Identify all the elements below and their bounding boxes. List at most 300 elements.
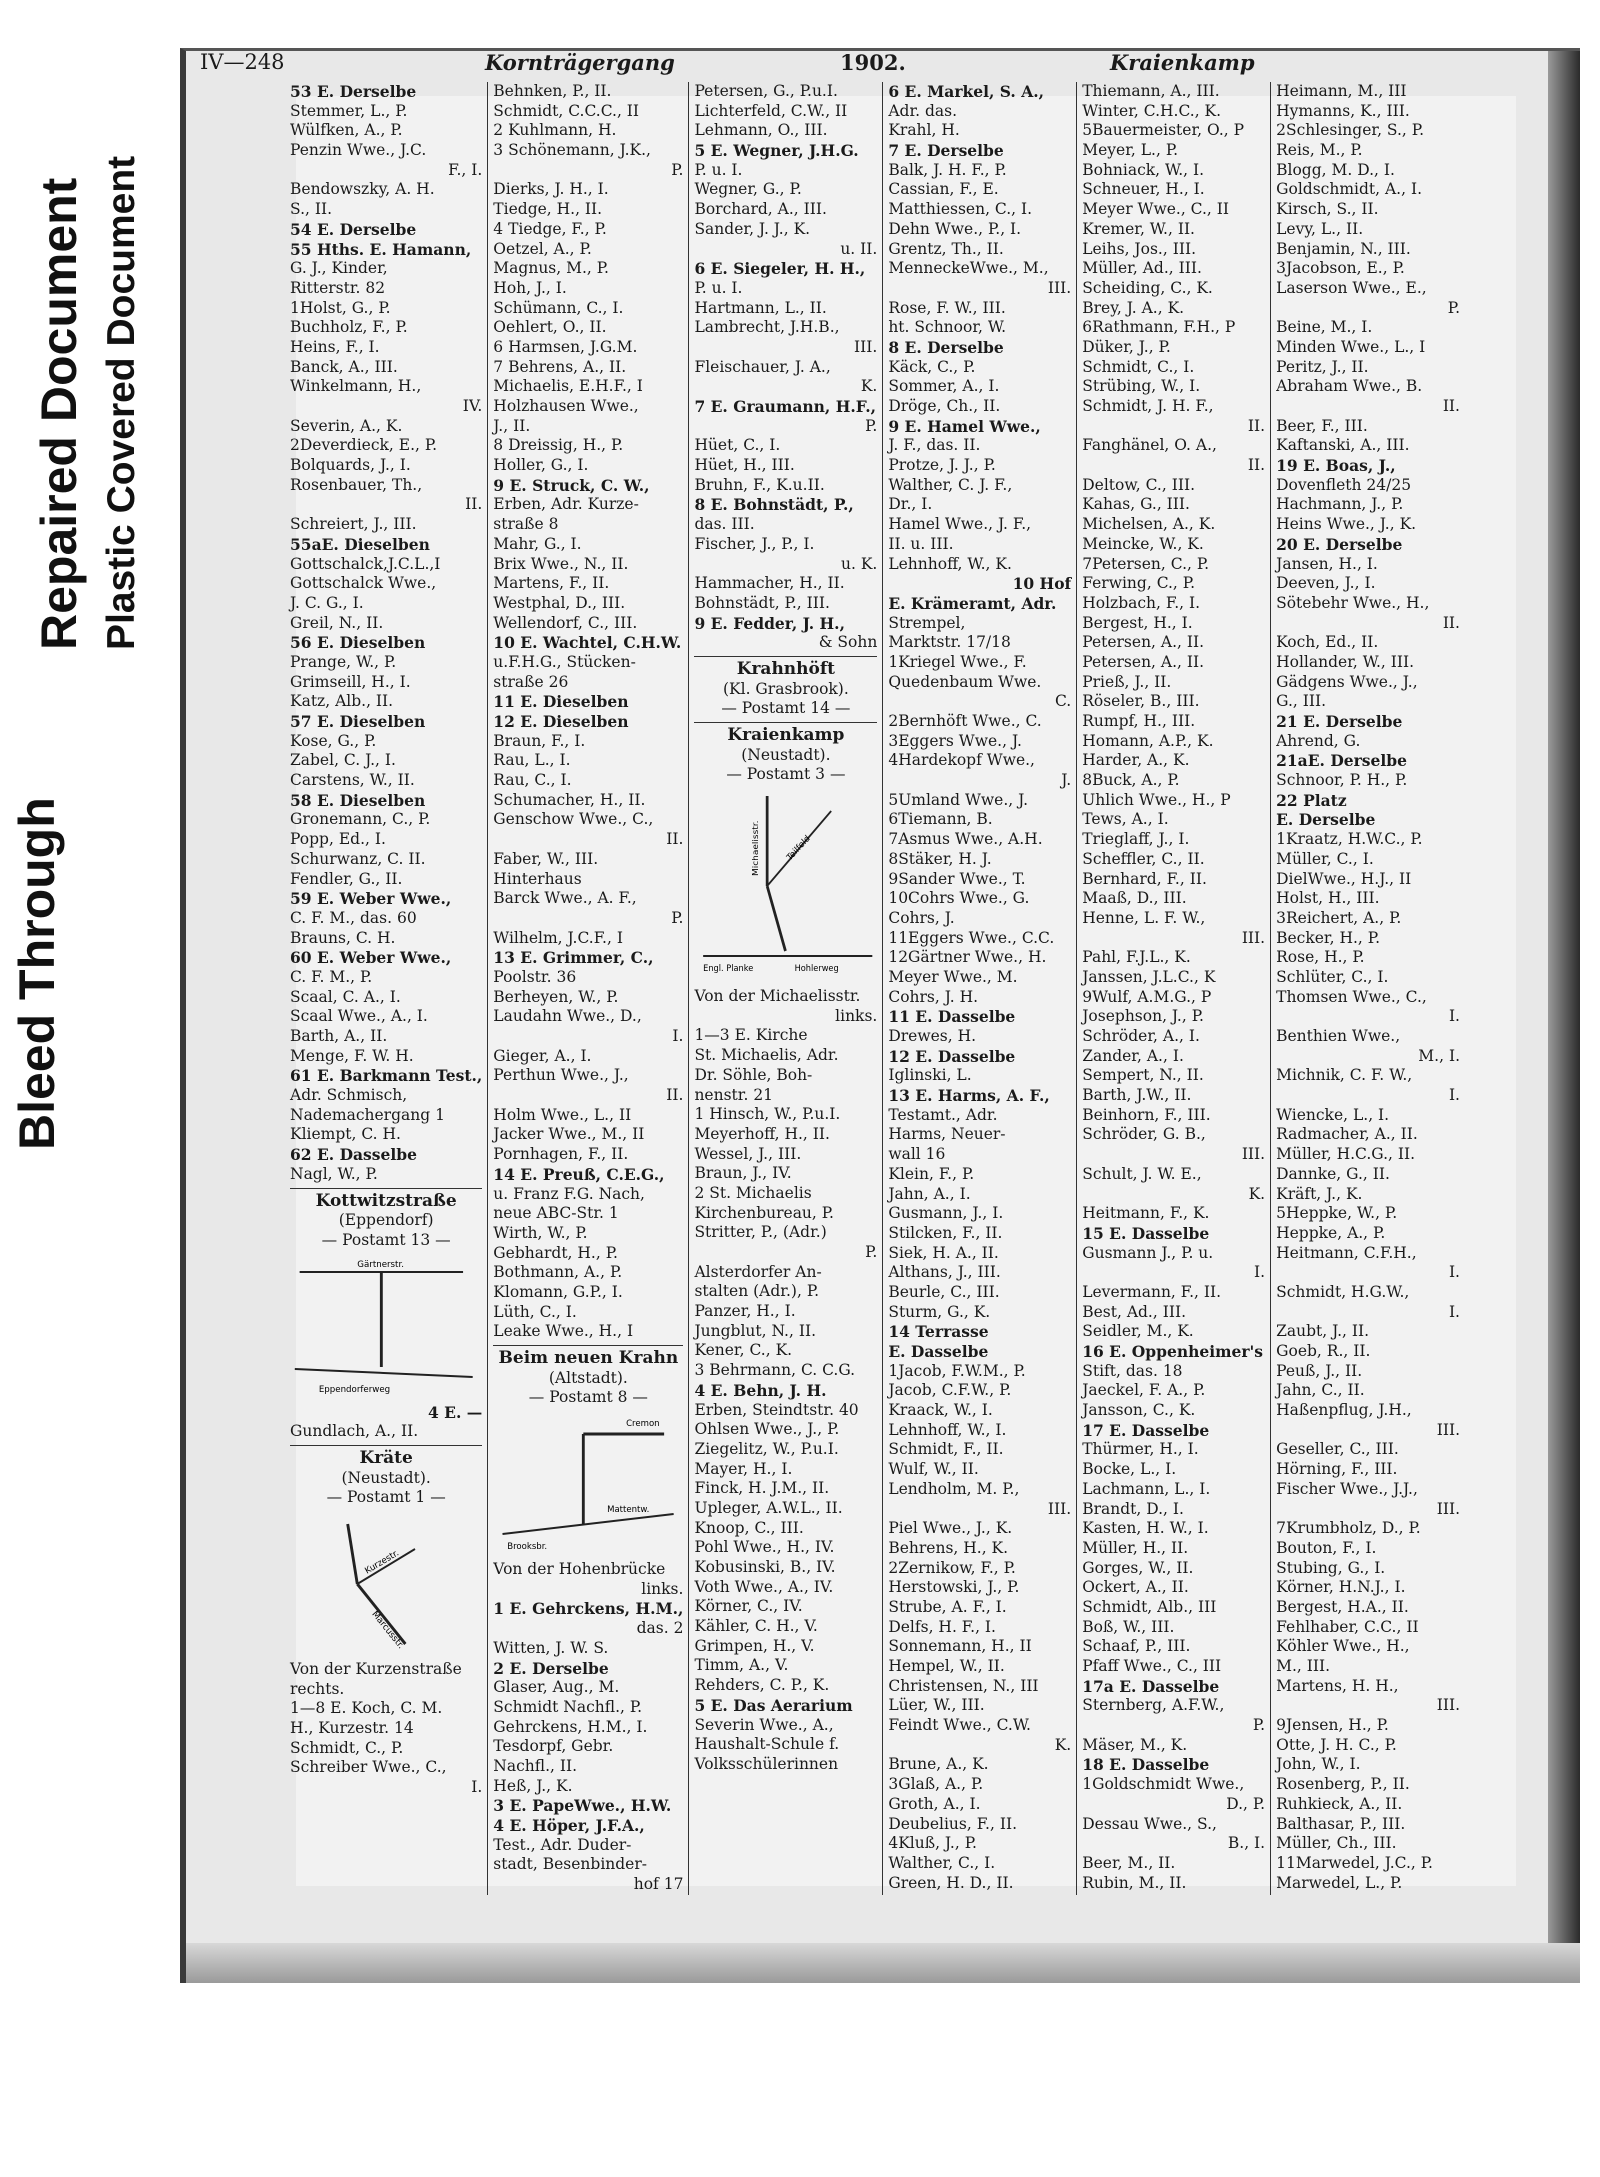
directory-entry: Stilcken, F., II. [888, 1223, 1003, 1242]
directory-entry: Scheffler, C., II. [1082, 849, 1205, 868]
directory-entry: Müller, Ch., III. [1276, 1834, 1397, 1853]
directory-entry: II. u. III. [888, 534, 954, 553]
directory-entry: Drewes, H. [888, 1027, 977, 1045]
directory-entry: P. [865, 1243, 878, 1262]
directory-entry: Hörning, F., III. [1276, 1460, 1398, 1479]
directory-entry: Janssen, J.L.C., K [1082, 967, 1216, 986]
directory-entry: Von der Michaelisstr. [694, 987, 861, 1006]
directory-entry: Wirth, W., P. [493, 1223, 588, 1242]
directory-entry: K. [1054, 1735, 1072, 1754]
directory-entry: Erben, Steindtstr. 40 [694, 1400, 859, 1419]
directory-entry: II. [1247, 416, 1266, 435]
directory-entry: Grimpen, H., V. [694, 1636, 815, 1655]
column-2 [488, 82, 689, 1895]
directory-entry: 4Kluß, J., P. [888, 1834, 977, 1853]
directory-entry: Dovenfleth 24/25 [1276, 475, 1412, 494]
directory-entry: Schröder, A., I. [1082, 1027, 1200, 1045]
directory-entry: 13 E. Harms, A. F., [888, 1086, 1050, 1106]
directory-entry: Schmidt Nachfl., P. [493, 1697, 643, 1716]
directory-entry: B., I. [1227, 1834, 1266, 1853]
directory-entry: 17a E. Dasselbe [1082, 1676, 1220, 1696]
directory-entry: III. [1241, 1145, 1266, 1164]
directory-entry: stadt, Besenbinder- [493, 1855, 648, 1874]
directory-entry: Wessel, J., III. [694, 1144, 802, 1163]
directory-entry: 10Cohrs Wwe., G. [888, 889, 1030, 908]
directory-entry: 9Jensen, H., P. [1276, 1716, 1389, 1735]
directory-entry: Pohl Wwe., H., IV. [694, 1538, 835, 1557]
directory-entry: Matthiessen, C., I. [888, 200, 1033, 219]
directory-entry: Dierks, J. H., I. [493, 180, 609, 199]
directory-entry: Gottschalck,J.C.L.,I [290, 554, 441, 573]
column-3-entries [694, 82, 877, 653]
map-label: Gärtnerstr. [357, 1259, 404, 1270]
directory-entry: 19 E. Boas, J., [1276, 456, 1396, 476]
directory-entry: Strübing, W., I. [1082, 377, 1201, 396]
directory-entry: 5Bauermeister, O., P [1082, 121, 1245, 140]
directory-entry: Holst, H., III. [1276, 889, 1380, 908]
directory-entry: u. Franz F.G. Nach, [493, 1184, 645, 1203]
directory-entry: Fischer, J., P., I. [694, 534, 815, 553]
directory-entry: Cohrs, J. [888, 908, 955, 927]
directory-entry: 6 E. Markel, S. A., [888, 82, 1045, 101]
directory-entry: Mayer, H., I. [694, 1459, 793, 1478]
directory-entry: Bolquards, J., I. [290, 456, 411, 475]
directory-entry: Bruhn, F., K.u.II. [694, 475, 825, 494]
directory-entry: Braun, J., IV. [694, 1164, 792, 1183]
directory-entry: Carstens, W., II. [290, 771, 415, 790]
scan-right-edge [1548, 51, 1580, 1983]
directory-entry: Wülfken, A., P. [290, 121, 403, 140]
directory-entry: Michaelis, E.H.F., I [493, 377, 643, 396]
directory-entry: Rau, L., I. [493, 751, 571, 770]
directory-entry: Fehlhaber, C.C., II [1276, 1617, 1419, 1636]
directory-entry: Schneuer, H., I. [1082, 180, 1205, 199]
directory-entry: Benjamin, N., III. [1276, 239, 1411, 258]
directory-entry: 62 E. Dasselbe [290, 1145, 417, 1165]
directory-entry: Kasten, H. W., I. [1082, 1519, 1209, 1538]
directory-entry: 12Gärtner Wwe., H. [888, 948, 1047, 967]
directory-entry: II. [465, 495, 483, 514]
directory-entry: 7 E. Derselbe [888, 141, 1004, 161]
directory-entry: 55aE. Dieselben [290, 534, 430, 554]
directory-entry: 11 E. Dasselbe [888, 1007, 1016, 1027]
directory-entry: Wegner, G., P. [694, 180, 802, 199]
directory-entry: das. 2 [636, 1619, 684, 1638]
street-title-krahn: Beim neuen Krahn [498, 1348, 679, 1368]
directory-entry: Stubing, G., I. [1276, 1558, 1386, 1577]
directory-entry: H., Kurzestr. 14 [290, 1719, 414, 1738]
directory-entry: Behnken, P., II. [493, 82, 612, 100]
directory-entry: Lambrecht, J.H.B., [694, 318, 840, 337]
directory-entry: Knoop, C., III. [694, 1518, 804, 1537]
directory-entry: III. [1436, 1420, 1460, 1439]
directory-entry: Peuß, J., II. [1276, 1361, 1363, 1380]
directory-entry: Holm Wwe., L., II [493, 1105, 632, 1124]
map-street-line [348, 1524, 358, 1584]
directory-entry: Heppke, A., P. [1276, 1223, 1386, 1242]
directory-entry: Ritterstr. 82 [290, 278, 386, 297]
directory-entry: Marwedel, L., P. [1276, 1873, 1403, 1892]
directory-entry: hof 17 [633, 1875, 684, 1894]
map-label: Kurzestr. [363, 1548, 401, 1577]
column-1-entries [290, 82, 482, 1185]
directory-entry: III. [1047, 1499, 1072, 1518]
directory-entry: Testamt., Adr. [888, 1105, 998, 1124]
directory-entry: 8Stäker, H. J. [888, 849, 992, 868]
directory-entry: Popp, Ed., I. [290, 830, 386, 849]
directory-entry: 5Umland Wwe., J. [888, 790, 1029, 809]
directory-entry: III. [854, 337, 878, 356]
directory-entry: 18 E. Dasselbe [1082, 1755, 1210, 1775]
directory-entry: 2Bernhöft Wwe., C. [888, 712, 1042, 730]
directory-entry: Laserson Wwe., E., [1276, 278, 1427, 297]
directory-entry: Levy, L., II. [1276, 219, 1364, 238]
directory-entry: Jacob, C.F.W., P. [888, 1381, 1012, 1400]
directory-entry: Iglinski, L. [888, 1066, 972, 1085]
directory-entry: Rose, F. W., III. [888, 298, 1006, 317]
directory-entry: Meyer Wwe., M. [888, 967, 1018, 986]
directory-entry: Fischer Wwe., J.J., [1276, 1479, 1418, 1498]
rule [290, 1445, 482, 1446]
directory-entry: 2 E. Derselbe [493, 1658, 609, 1678]
directory-entry: Sötebehr Wwe., H., [1276, 593, 1430, 612]
directory-entry: 6Rathmann, F.H., P [1082, 318, 1236, 337]
directory-entry: 11Eggers Wwe., C.C. [888, 928, 1055, 947]
directory-columns [285, 82, 1465, 1894]
directory-entry: P. [671, 160, 684, 179]
directory-entry: Hammacher, H., II. [694, 574, 845, 593]
directory-entry: rechts. [290, 1679, 345, 1698]
directory-entry: Deeven, J., I. [1276, 574, 1376, 593]
directory-entry: Borchard, A., III. [694, 200, 827, 219]
directory-entry: 10 E. Wachtel, C.H.W. [493, 633, 682, 653]
directory-entry: wall 16 [888, 1145, 946, 1164]
directory-entry: Ohlsen Wwe., J., P. [694, 1420, 840, 1439]
directory-entry: Adr. Schmisch, [290, 1086, 408, 1105]
directory-entry: Cohrs, J. H. [888, 987, 979, 1006]
directory-entry: straße 8 [493, 515, 559, 534]
directory-entry: 58 E. Dieselben [290, 790, 426, 810]
directory-entry: Dröge, Ch., II. [888, 397, 1001, 415]
directory-entry: Meyerhoff, H., II. [694, 1124, 830, 1143]
directory-entry: Faber, W., III. [493, 849, 599, 868]
directory-entry: Deltow, C., III. [1082, 475, 1196, 494]
directory-entry: Schmidt, J. H. F., [1082, 397, 1214, 415]
directory-entry: Schümann, C., I. [493, 298, 624, 317]
directory-entry: Jansen, H., I. [1276, 554, 1378, 573]
krahn-map-svg [493, 1414, 683, 1554]
directory-entry: 5Heppke, W., P. [1276, 1204, 1398, 1223]
directory-entry: I. [1448, 1086, 1460, 1105]
directory-entry: Tiedge, H., II. [493, 200, 603, 219]
directory-entry: Heß, J., K. [493, 1776, 573, 1795]
directory-entry: 1Jacob, F.W.M., P. [888, 1361, 1026, 1380]
directory-entry: C. F. M., P. [290, 967, 373, 986]
column-5 [1077, 82, 1271, 1895]
directory-entry: Kirchenbureau, P. [694, 1203, 834, 1222]
directory-entry: Kräft, J., K. [1276, 1184, 1363, 1203]
directory-entry: III. [1436, 1696, 1460, 1715]
directory-entry: Josephson, J., P. [1082, 1007, 1204, 1026]
directory-entry: 8 Dreissig, H., P. [493, 436, 624, 455]
directory-entry: Hollander, W., III. [1276, 652, 1415, 671]
directory-entry: Balk, J. H. F., P. [888, 160, 1007, 179]
directory-entry: 53 E. Derselbe [290, 82, 417, 101]
directory-entry: I. [471, 1778, 483, 1797]
directory-entry: Dehn Wwe., P., I. [888, 219, 1022, 238]
directory-entry: Schult, J. W. E., [1082, 1164, 1202, 1183]
directory-entry: 4Hardekopf Wwe., [888, 751, 1035, 770]
directory-entry: links. [641, 1579, 684, 1598]
directory-entry: 17 E. Dasselbe [1082, 1420, 1210, 1440]
directory-entry: Brune, A., K. [888, 1755, 989, 1774]
postamt: — Postamt 13 — [321, 1230, 451, 1249]
rule [694, 722, 877, 723]
directory-entry: Upleger, A.W.L., II. [694, 1498, 843, 1517]
directory-entry: I. [1448, 1302, 1460, 1321]
left-running-title: Kornträgergang [485, 50, 675, 75]
directory-entry: 2 St. Michaelis [694, 1183, 812, 1202]
directory-entry: Sternberg, A.F.W., [1082, 1696, 1225, 1715]
directory-entry: Oetzel, A., P. [493, 239, 592, 258]
directory-entry: Piel Wwe., J., K. [888, 1519, 1013, 1538]
directory-entry: 1Kraatz, H.W.C., P. [1276, 830, 1423, 849]
directory-entry: 12 E. Dasselbe [888, 1046, 1016, 1066]
directory-entry: Kobusinski, B., IV. [694, 1558, 836, 1577]
directory-entry: Sonnemann, H., II [888, 1637, 1032, 1656]
directory-entry: Jungblut, N., II. [694, 1321, 817, 1340]
directory-entry: Brauns, C. H. [290, 928, 396, 947]
bleed-through-label: Bleed Through [9, 797, 65, 1150]
directory-entry: Hüet, C., I. [694, 436, 781, 455]
directory-entry: Goldschmidt, A., I. [1276, 180, 1423, 199]
directory-entry: Lichterfeld, C.W., II [694, 101, 848, 120]
directory-entry: J. [1061, 771, 1072, 790]
directory-entry: 54 E. Derselbe [290, 219, 417, 239]
directory-entry: 1Holst, G., P. [290, 298, 391, 317]
directory-entry: ht. Schnoor, W. [888, 318, 1007, 337]
directory-entry: Rubin, M., II. [1082, 1873, 1187, 1892]
directory-entry: Dr. Söhle, Boh- [694, 1065, 813, 1084]
directory-entry: J. F., das. II. [888, 436, 981, 455]
directory-entry: Röseler, B., III. [1082, 692, 1200, 711]
column-6 [1271, 82, 1465, 1895]
directory-entry: Barth, J.W., II. [1082, 1086, 1192, 1105]
directory-entry: Von der Hohenbrücke [493, 1560, 666, 1579]
directory-entry: 3Jacobson, E., P. [1276, 259, 1405, 278]
directory-entry: Ferwing, C., P. [1082, 574, 1195, 593]
directory-entry: 7 E. Graumann, H.F., [694, 397, 876, 416]
directory-entry: 10 Hof [1012, 574, 1072, 594]
directory-entry: 1—3 E. Kirche [694, 1026, 808, 1045]
directory-entry: Bothmann, A., P. [493, 1263, 623, 1282]
directory-entry: Leihs, Jos., III. [1082, 239, 1197, 258]
directory-entry: 1—8 E. Koch, C. M. [290, 1699, 443, 1718]
directory-entry: J. C. G., I. [290, 593, 364, 612]
directory-entry: MenneckeWwe., M., [888, 259, 1049, 278]
rule [493, 1345, 683, 1346]
directory-entry: 2Deverdieck, E., P. [290, 436, 438, 455]
directory-entry: Katz, Alb., II. [290, 692, 394, 711]
directory-entry: u. II. [840, 239, 878, 258]
directory-entry: Berheyen, W., P. [493, 987, 619, 1006]
directory-entry: Feindt Wwe., C.W. [888, 1716, 1031, 1735]
directory-entry: Tews, A., I. [1082, 810, 1169, 829]
directory-entry: Schmidt, H.G.W., [1276, 1282, 1410, 1301]
directory-entry: G., III. [1276, 692, 1327, 711]
directory-entry: Althans, J., III. [888, 1263, 1001, 1282]
directory-entry: Poolstr. 36 [493, 967, 577, 986]
map-label: Michaelisstr. [751, 820, 762, 877]
directory-entry: Müller, C., I. [1276, 849, 1374, 868]
directory-entry: DielWwe., H.J., II [1276, 869, 1412, 888]
directory-entry: Henne, L. F. W., [1082, 908, 1206, 927]
directory-entry: Leake Wwe., H., I [493, 1322, 634, 1341]
directory-entry: Nachfl., II. [493, 1756, 578, 1775]
directory-entry: Rose, H., P. [1276, 948, 1365, 967]
directory-entry: straße 26 [493, 672, 569, 691]
directory-entry: Sommer, A., I. [888, 377, 1000, 396]
directory-entry: Laudahn Wwe., D., [493, 1007, 642, 1026]
directory-entry: Heitmann, F., K. [1082, 1204, 1210, 1223]
directory-entry: Kaftanski, A., III. [1276, 436, 1410, 455]
directory-entry: Schaaf, P., III. [1082, 1637, 1191, 1656]
directory-entry: Harder, A., K. [1082, 751, 1190, 770]
directory-entry: Geseller, C., III. [1276, 1440, 1399, 1459]
directory-entry: 3 Behrmann, C. C.G. [694, 1361, 856, 1380]
directory-entry: 1Goldschmidt Wwe., [1082, 1775, 1245, 1794]
directory-entry: Menge, F. W. H. [290, 1046, 414, 1065]
directory-entry: Glaser, Aug., M. [493, 1678, 620, 1697]
directory-entry: Bocke, L., I. [1082, 1460, 1177, 1479]
directory-entry: Bendowszky, A. H. [290, 180, 435, 199]
column-1 [285, 82, 488, 1895]
directory-entry: Adr. das. [888, 101, 958, 120]
map-street-line [768, 886, 786, 951]
directory-entry: 4 Tiedge, F., P. [493, 219, 607, 238]
directory-entry: Klein, F., P. [888, 1164, 975, 1183]
directory-entry: Prieß, J., II. [1082, 672, 1172, 691]
directory-entry: 7Krumbholz, D., P. [1276, 1519, 1421, 1538]
map-label: Mattentw. [607, 1504, 650, 1516]
map-label: Teilfeld [785, 833, 813, 864]
directory-entry: Brey, J. A., K. [1082, 298, 1185, 317]
directory-entry: Michnik, C. F. W., [1276, 1066, 1413, 1085]
directory-entry: Hinterhaus [493, 869, 582, 888]
directory-entry: & Sohn [818, 633, 878, 652]
directory-entry: Dessau Wwe., S., [1082, 1814, 1217, 1833]
directory-entry: Petersen, G., P.u.I. [694, 82, 838, 100]
map-street-line [503, 1514, 674, 1534]
directory-entry: Lüer, W., III. [888, 1696, 985, 1715]
directory-entry: Gieger, A., I. [493, 1046, 592, 1065]
directory-entry: Schmidt, C., P. [290, 1738, 404, 1757]
directory-entry: Deubelius, F., II. [888, 1814, 1018, 1833]
directory-entry: Panzer, H., I. [694, 1302, 796, 1321]
directory-entry: Ruhkieck, A., II. [1276, 1794, 1403, 1813]
directory-entry: Zander, A., I. [1082, 1046, 1184, 1065]
directory-entry: Körner, H.N.J., I. [1276, 1578, 1406, 1597]
directory-entry: 8 E. Derselbe [888, 337, 1004, 357]
directory-entry: I. [1448, 1263, 1460, 1282]
directory-entry: 2Schlesinger, S., P. [1276, 121, 1424, 140]
directory-entry: Christensen, N., III [888, 1676, 1039, 1695]
directory-entry: 2 Kuhlmann, H. [493, 121, 617, 140]
directory-entry: Best, Ad., III. [1082, 1302, 1187, 1321]
directory-entry: Pornhagen, F., II. [493, 1145, 629, 1164]
directory-entry: Abraham Wwe., B. [1276, 377, 1423, 396]
directory-entry: Heins, F., I. [290, 337, 380, 356]
directory-entry: Schreiber Wwe., C., [290, 1758, 447, 1777]
map-label: Engl. Planke [703, 963, 754, 975]
directory-entry: Haßenpflug, J.H., [1276, 1401, 1412, 1420]
directory-entry: C. [1054, 692, 1072, 711]
directory-entry: Beer, F., III. [1276, 416, 1368, 435]
directory-entry: Meyer Wwe., C., II [1082, 200, 1230, 219]
street-title-krahnhoeft: Krahnhöft [736, 658, 836, 679]
directory-entry: Thomsen Wwe., C., [1276, 987, 1427, 1006]
directory-entry: Becker, H., P. [1276, 928, 1380, 947]
directory-entry: Köhler Wwe., H., [1276, 1637, 1410, 1656]
kottwitz-map [290, 1257, 482, 1397]
directory-entry: 22 Platz [1276, 790, 1347, 810]
directory-entry: Lehnhoff, W., I. [888, 1420, 1007, 1439]
directory-entry: P. [671, 908, 684, 927]
kottwitz-map-svg [290, 1257, 482, 1397]
directory-entry: 1Kriegel Wwe., F. [888, 652, 1027, 671]
kraete-entries [290, 1660, 482, 1798]
right-running-title: Kraienkamp [1110, 50, 1255, 75]
directory-entry: Timm, A., V. [694, 1656, 789, 1675]
directory-entry: John, W., I. [1276, 1755, 1361, 1774]
directory-entry: Krahl, H. [888, 121, 960, 140]
directory-entry: Benthien Wwe., [1276, 1027, 1401, 1045]
directory-entry: Heimann, M., III [1276, 82, 1407, 100]
directory-entry: II. [666, 1086, 684, 1105]
krahn-map [493, 1414, 683, 1554]
directory-entry: Heins Wwe., J., K. [1276, 515, 1417, 534]
column-2-entries [493, 82, 683, 1342]
directory-entry: Mäser, M., K. [1082, 1735, 1188, 1754]
directory-entry: Winter, C.H.C., K. [1082, 101, 1222, 120]
directory-entry: das. III. [694, 515, 755, 534]
directory-entry: Marktstr. 17/18 [888, 633, 1011, 652]
directory-entry: Penzin Wwe., J.C. [290, 141, 427, 160]
directory-entry: Tesdorpf, Gebr. [493, 1737, 614, 1756]
postamt: — Postamt 8 — [528, 1388, 648, 1407]
directory-entry: 13 E. Grimmer, C., [493, 948, 654, 968]
directory-entry: 16 E. Oppenheimer's [1082, 1342, 1264, 1361]
directory-entry: Grentz, Th., II. [888, 239, 1004, 258]
directory-entry: Rosenberg, P., II. [1276, 1775, 1410, 1794]
directory-entry: Delfs, H. F., I. [888, 1617, 996, 1636]
directory-entry: 7Petersen, C., P. [1082, 554, 1210, 573]
directory-entry: 8 E. Bohnstädt, P., [694, 495, 854, 515]
directory-entry: Stemmer, L., P. [290, 101, 408, 120]
directory-entry: Sander, J. J., K. [694, 219, 811, 238]
directory-entry: 6 Harmsen, J.G.M. [493, 337, 638, 356]
directory-entry: Scaal, C. A., I. [290, 987, 401, 1006]
directory-entry: Severin, A., K. [290, 416, 403, 435]
directory-entry: Gorges, W., II. [1082, 1558, 1194, 1577]
directory-entry: Braun, F., I. [493, 731, 586, 750]
directory-entry: Jacker Wwe., M., II [493, 1125, 645, 1144]
directory-entry: Kahas, G., III. [1082, 495, 1190, 514]
directory-entry: Kirsch, S., II. [1276, 200, 1379, 219]
directory-entry: Müller, H., II. [1082, 1538, 1189, 1557]
directory-entry: Seidler, M., K. [1082, 1322, 1194, 1341]
directory-entry: Bouton, F., I. [1276, 1538, 1377, 1557]
